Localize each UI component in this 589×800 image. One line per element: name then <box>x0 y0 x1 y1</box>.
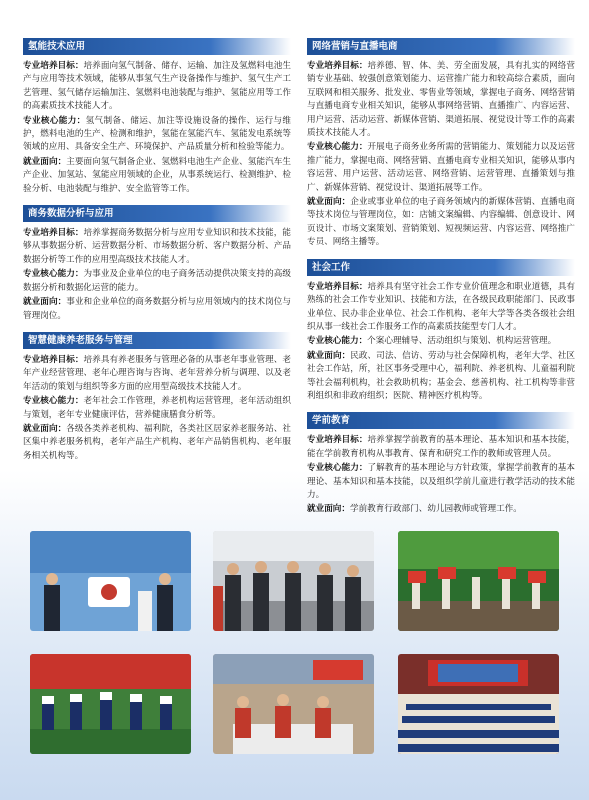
goal-label: 专业培养目标： <box>23 354 84 365</box>
ability-label: 专业核心能力： <box>307 336 368 347</box>
section-hydrogen <box>23 38 291 196</box>
ability-text: 个案心理辅导、活动组织与策划、机构运营管理。 <box>367 336 557 347</box>
goal-text: 培养掌握商务数据分析与应用专业知识和技术技能，能够从事数据分析、运营数据分析、市场数据分析、客户数据分析、产品数据分析等工作的应用型高级技术技能人才。 <box>23 228 291 265</box>
job-paragraph <box>307 196 575 250</box>
job-text: 学前教育行政部门、幼儿园教师或管理工作。 <box>349 504 522 515</box>
section-title: 商务数据分析与应用 <box>23 205 291 222</box>
ability-text: 氢气制备、储运、加注等设施设备的操作、运行与维护，燃料电池的生产、检测和维护，氢能在氢能汽车、氢能发电系统等领域的应用、具备安全生产、环境保护、产品质量分析和检验等能力。 <box>23 115 291 153</box>
goal-text: 培养掌握学前教育的基本理论、基本知识和基本技能，能在学前教育机构从事教育、保育和研究工作的教师或管理人员。 <box>307 435 575 459</box>
section-marketing <box>307 38 575 250</box>
goal-label: 专业培养目标： <box>307 281 368 292</box>
factory-visit-photo <box>213 531 374 631</box>
job-paragraph <box>23 156 291 196</box>
job-label: 就业面向： <box>23 423 67 434</box>
photo-grid <box>30 531 560 761</box>
ability-label: 专业核心能力： <box>23 115 86 126</box>
job-label: 就业面向： <box>307 504 350 515</box>
job-text: 民政、司法、信访、劳动与社会保障机构，老年大学、社区社会工作站，所，社区事务受理中心，福利院、养老机构、儿童福利院等社会福利机构，社会救助机构；基金会、慈善机构、社工机构等非营利组织和非政府组织；医院、精神医疗机构等。 <box>307 350 575 401</box>
job-label: 就业面向： <box>23 156 67 167</box>
ability-text: 开展电子商务业务所需的营销能力、策划能力以及运营推广能力，掌握电商、网络营销、直播电商专业相关知识，能够从事内容运营、用户运营、活动运营、网络营销、运营管理、直播策划与推广、新媒体营销、视觉设计、渠道拓展等工作。 <box>307 142 575 193</box>
job-text: 企业或事业单位的电子商务领域内的新媒体营销、直播电商等技术岗位与管理岗位，如：店铺文案编辑、内容编辑、创意设计、网页设计、市场文案策划、营销策划、短视频运营、内容运营、网络推广专员、网络主播等。 <box>307 197 575 248</box>
job-label: 就业面向： <box>307 197 351 208</box>
community-service-photo <box>213 654 374 754</box>
ceremony-photo <box>30 531 191 631</box>
goal-paragraph <box>307 60 575 140</box>
auditorium-photo <box>398 654 559 754</box>
goal-label: 专业培养目标： <box>307 61 368 71</box>
ability-text: 了解教育的基本理论与方针政策，掌握学前教育的基本理论、基本知识和基本技能，以及组织学前儿童进行教学活动的技术能力。 <box>307 463 575 500</box>
goal-label: 专业培养目标： <box>307 435 368 446</box>
job-label: 就业面向： <box>307 350 351 361</box>
section-title: 网络营销与直播电商 <box>307 38 575 55</box>
ability-label: 专业核心能力： <box>23 396 84 407</box>
job-text: 事业和企业单位的商务数据分析与应用领域内的技术岗位与管理岗位。 <box>23 297 291 321</box>
goal-text: 培养德、智、体、美、劳全面发展，具有扎实的网络营销专业基础、较强创意策划能力、运营推广能力和较高综合素质，面向互联网和相关服务、批发业、零售业等领域，掌握电子商务、网络营销与直播电商专业相关知识，能够从事网络营销、直播推广、内容运营、用户运营、活动运营、新媒体营销、渠道拓展、视觉设计等工作的高素质技术技能人才。 <box>307 61 575 139</box>
goal-paragraph <box>307 434 575 461</box>
section-social <box>307 259 575 404</box>
section-title: 学前教育 <box>307 412 575 429</box>
ability-paragraph <box>307 141 575 195</box>
ability-paragraph <box>23 395 291 422</box>
ability-paragraph <box>23 115 291 155</box>
ability-paragraph <box>307 335 575 348</box>
ability-label: 专业核心能力： <box>23 269 84 280</box>
goal-text: 培养具有养老服务与管理必备的从事老年事业管理、老年产业经营管理、老年心理咨询与咨询、老年营养分析与调理、以及老年活动的策划与组织等多方面的应用型高级技术技能人才。 <box>23 354 291 392</box>
stage-performance-photo <box>398 531 559 631</box>
section-elderly <box>23 332 291 463</box>
section-title: 社会工作 <box>307 259 575 276</box>
right-column <box>307 38 575 526</box>
goal-label: 专业培养目标： <box>23 228 84 239</box>
section-preschool <box>307 412 575 516</box>
job-paragraph <box>23 423 291 463</box>
ability-text: 老年社会工作管理，养老机构运营管理，老年活动组织与策划，老年专业健康评估，营养健康膳食分析等。 <box>23 396 291 420</box>
goal-paragraph <box>23 354 291 394</box>
goal-text: 培养具有坚守社会工作专业价值理念和职业道德，具有熟练的社会工作专业知识、技能和方法，在各级民政职能部门、民政事业单位、民办非企业单位、社会工作机构、老年大学等各类各级社会组织从事一线社会工作服务工作的高素质技能型专门人才。 <box>307 281 575 332</box>
job-paragraph <box>307 350 575 404</box>
job-text: 主要面向氢气制备企业、氢燃料电池生产企业、氢能汽车生产企业、加氢站、氢能应用领域的企业，从事系统运行、检测维护、检验分析、电池装配与维护、安全监管等工作。 <box>23 156 291 194</box>
section-business <box>23 205 291 323</box>
ability-text: 为事业及企业单位的电子商务活动提供决策支持的高级数据分析和数据化运营的能力。 <box>23 269 291 293</box>
ability-paragraph <box>23 268 291 295</box>
goal-paragraph <box>23 60 291 114</box>
left-column <box>23 38 291 472</box>
job-paragraph <box>307 503 575 516</box>
job-paragraph <box>23 296 291 323</box>
job-text: 各级各类养老机构、福利院，各类社区居家养老服务站、社区集中养老服务机构，老年产品生产机构、老年产品销售机构、老年服务相关机构等。 <box>23 423 291 461</box>
section-title: 氢能技术应用 <box>23 38 291 55</box>
goal-label: 专业培养目标： <box>23 61 84 71</box>
ability-label: 专业核心能力： <box>307 463 368 474</box>
goal-text: 培养面向氢气制备、储存、运输、加注及氢燃料电池生产与应用等技术领域，能够从事氢气生产设备操作与维护、氢气生产工艺管理、氢气储存运输加注、氢燃料电池装配与维护、氢能应用等工作的高素质技术技能人才。 <box>23 61 291 112</box>
job-label: 就业面向： <box>23 297 67 308</box>
section-title: 智慧健康养老服务与管理 <box>23 332 291 349</box>
goal-paragraph <box>307 281 575 335</box>
ability-label: 专业核心能力： <box>307 142 368 153</box>
ability-paragraph <box>307 462 575 502</box>
goal-paragraph <box>23 227 291 267</box>
dance-performance-photo <box>30 654 191 754</box>
